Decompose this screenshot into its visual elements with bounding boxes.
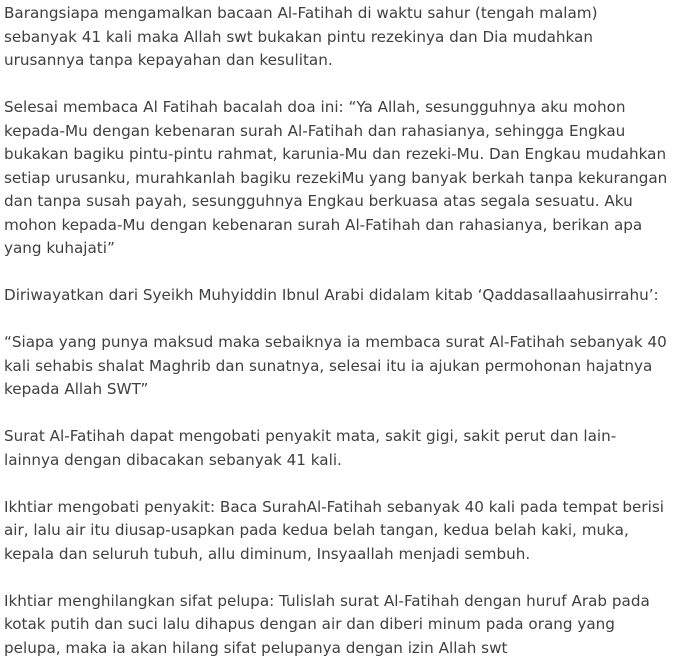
paragraph-sahur-reading: Barangsiapa mengamalkan bacaan Al-Fatihah di waktu sahur (tengah malam) sebanyak 41 kali maka Allah swt bukakan pintu rezekinya dan Dia mudahkan urusannya tanpa kepayahan dan kesulitan. bbox=[4, 2, 669, 73]
paragraph-doa: Selesai membaca Al Fatihah bacalah doa ini: “Ya Allah, sesungguhnya aku mohon kepada-Mu dengan kebenaran surah Al-Fatihah dan rahasianya, sehingga Engkau bukakan bagiku pintu-pintu rahmat, karunia-Mu dan rezeki-Mu. Dan Engkau mudahkan setiap urusanku, murahkanlah bagiku rezekiMu yang banyak berkah tanpa kekurangan dan tanpa susah payah, sesungguhnya Engkau berkuasa atas segala sesuatu. Aku mohon kepada-Mu dengan kebenaran surah Al-Fatihah dan rahasianya, berikan apa yang kuhajati” bbox=[4, 96, 669, 261]
paragraph-narration-source: Diriwayatkan dari Syeikh Muhyiddin Ibnul Arabi didalam kitab ‘Qaddasallaahusirrahu’: bbox=[4, 284, 669, 308]
paragraph-ikhtiar-penyakit: Ikhtiar mengobati penyakit: Baca SurahAl-Fatihah sebanyak 40 kali pada tempat berisi air, lalu air itu diusap-usapkan pada kedua belah tangan, kedua belah kaki, muka, kepala dan seluruh tubuh, allu diminum, Insyaallah menjadi sembuh. bbox=[4, 496, 669, 567]
paragraph-healing: Surat Al-Fatihah dapat mengobati penyakit mata, sakit gigi, sakit perut dan lain-lainnya dengan dibacakan sebanyak 41 kali. bbox=[4, 425, 669, 472]
paragraph-ikhtiar-pelupa: Ikhtiar menghilangkan sifat pelupa: Tulislah surat Al-Fatihah dengan huruf Arab pada kotak putih dan suci lalu dihapus dengan air dan diberi minum pada orang yang pelupa, maka ia akan hilang sifat pelupanya dengan izin Allah swt bbox=[4, 590, 669, 660]
paragraph-quote-maghrib: “Siapa yang punya maksud maka sebaiknya ia membaca surat Al-Fatihah sebanyak 40 kali sehabis shalat Maghrib dan sunatnya, selesai itu ia ajukan permohonan hajatnya kepada Allah SWT” bbox=[4, 331, 669, 402]
